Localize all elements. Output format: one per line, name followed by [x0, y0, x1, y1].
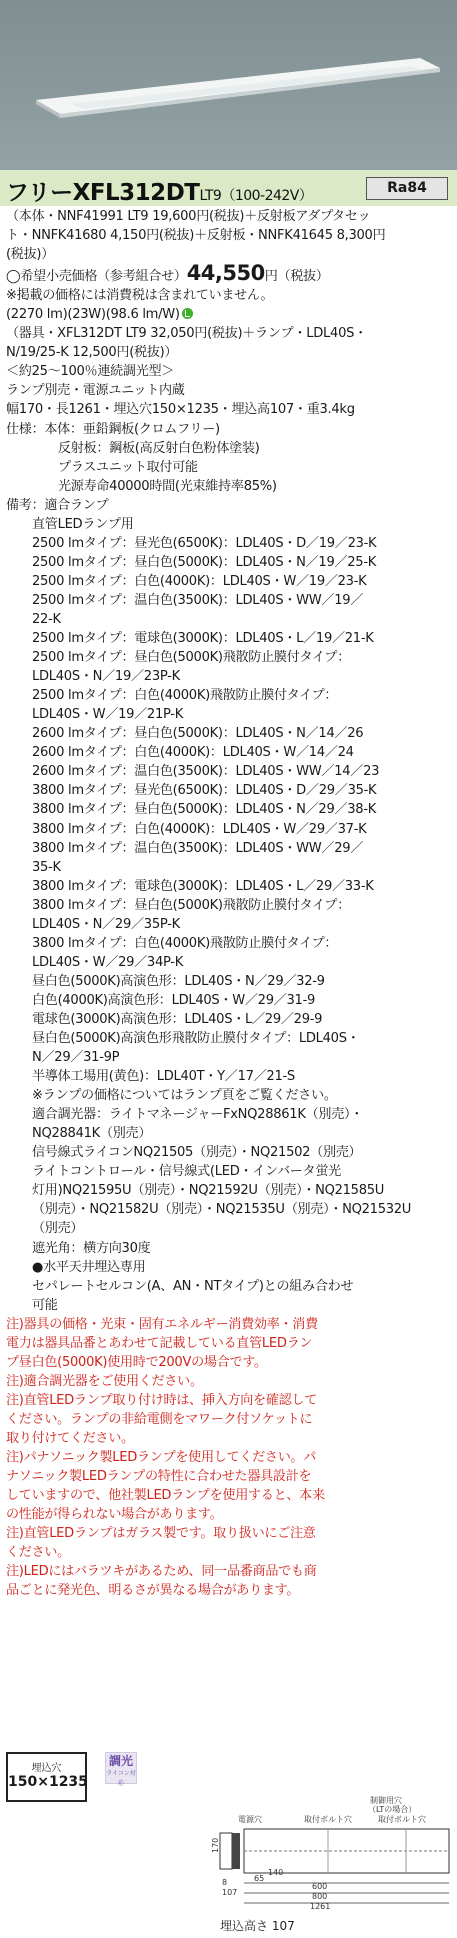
remark-text: 3800 lmタイプ：昼光色(6500K)：LDL40S・D／29／35-K	[32, 783, 377, 799]
remarks-block	[6, 496, 452, 1315]
remark-line	[6, 762, 452, 781]
remark-text: LDL40S・N／19／23P-K	[32, 669, 180, 685]
note-line: プ昼白色(5000K)使用時で200Vの場合です。	[6, 1354, 267, 1370]
note-line: ください。ランプの非給電側をマワーク付ソケットに	[6, 1411, 313, 1427]
note-line: の性能が得られない場合があります。	[6, 1507, 223, 1523]
dim-600: 600	[312, 1882, 328, 1891]
remark-text: （別売）・NQ21582U（別売）・NQ21535U（別売）・NQ21532U	[32, 1202, 412, 1218]
remark-text: 2500 lmタイプ：昼白色(5000K)：LDL40S・N／19／25-K	[32, 554, 377, 570]
dimension-drawing	[211, 1795, 455, 1917]
dim-107: 107	[222, 1888, 238, 1897]
note-line: 注)直管LEDランプ取り付け時は、挿入方向を確認して	[6, 1392, 318, 1408]
spec-item-text: 本体：亜鉛鋼板(クロムフリー)	[44, 421, 220, 437]
model-number: フリーXFL312DT	[6, 180, 200, 206]
remark-text: （別売）	[32, 1221, 84, 1237]
remark-text: LDL40S・W／19／21P-K	[32, 707, 184, 723]
note-line: 注)パナソニック製LEDランプを使用してください。パ	[6, 1450, 317, 1466]
remark-text: 3800 lmタイプ：昼白色(5000K)飛散防止膜付タイプ：	[32, 897, 350, 913]
eco-leaf-icon	[182, 308, 193, 319]
intro-block	[6, 207, 452, 264]
remark-text: 灯用)NQ21595U（別売）・NQ21592U（別売）・NQ21585U	[32, 1183, 385, 1199]
remark-line	[6, 610, 452, 629]
remark-text: 信号線式ライコンNQ21505（別売）・NQ21502（別売）	[32, 1145, 362, 1161]
remark-line	[6, 800, 452, 819]
dim-1261: 1261	[310, 1902, 331, 1911]
remark-line	[6, 1200, 452, 1219]
fixture-line: （器具・XFL312DT LT9 32,050円(税抜)＋ランプ・LDL40S・	[6, 326, 367, 342]
remark-text: N／29／31-9P	[32, 1050, 120, 1066]
fixture-block	[6, 324, 452, 419]
remark-line	[6, 953, 452, 972]
cutout-box	[6, 1752, 87, 1802]
remark-text: 2600 lmタイプ：白色(4000K)：LDL40S・W／14／24	[32, 745, 354, 761]
ra-badge: Ra84	[366, 177, 448, 200]
note-line: 取り付けてください。	[6, 1431, 134, 1446]
remark-line	[6, 839, 452, 858]
remark-line	[6, 1010, 452, 1029]
remark-line	[6, 1277, 452, 1296]
note-line: 注)器具の価格・光束・固有エネルギー消費効率・消費	[6, 1316, 318, 1332]
notes-block	[6, 1315, 452, 1601]
note-line: していますので、他社製LEDランプを使用すると、本来	[6, 1488, 325, 1504]
remark-line	[6, 724, 452, 743]
remark-text: 3800 lmタイプ：白色(4000K)飛散防止膜付タイプ：	[32, 935, 338, 951]
remark-text: 半導体工場用(黄色)：LDL40T・Y／17／21-S	[32, 1069, 295, 1085]
remark-text: 適合ランプ	[44, 497, 109, 513]
remark-line	[6, 1296, 452, 1315]
note-line: 注)適合調光器をご使用ください。	[6, 1373, 203, 1389]
remark-text: 遮光角：横方向30度	[32, 1240, 151, 1256]
remark-text: 白色(4000K)高演色形：LDL40S・W／29／31-9	[32, 992, 316, 1008]
note-line: ください。	[6, 1545, 70, 1561]
remark-line	[6, 667, 452, 686]
remark-text: セパレートセルコン(A、AN・NTタイプ)との組み合わせ	[32, 1278, 354, 1294]
remark-text: 適合調光器：ライトマネージャーFxNQ28861K（別売）・	[32, 1107, 364, 1123]
spec-item-text: プラスユニット取付可能	[58, 459, 198, 475]
spec-item-text: 光源寿命40000時間(光束維持率85%)	[58, 478, 277, 494]
dimming-sub: ライコン対応	[106, 1770, 136, 1787]
intro-line: （本体・NNF41991 LT9 19,600円(税抜)＋反射板アダプタセッ	[6, 209, 371, 224]
remark-line	[6, 553, 452, 572]
remark-line	[6, 1048, 452, 1067]
remark-text: 昼白色(5000K)高演色形：LDL40S・N／29／32-9	[32, 973, 325, 989]
note-line: 注)LEDにはバラツキがあるため、同一品番商品でも商	[6, 1564, 317, 1580]
remark-line	[6, 496, 452, 515]
remark-text: 昼白色(5000K)高演色形飛散防止膜付タイプ：LDL40S・	[32, 1031, 360, 1047]
dimming-badge	[105, 1752, 137, 1787]
price-note: ※掲載の価格には消費税は含まれていません。	[6, 288, 274, 304]
remark-line	[6, 1086, 452, 1105]
remark-text: 2600 lmタイプ：昼白色(5000K)：LDL40S・N／14／26	[32, 726, 364, 742]
remark-text: LDL40S・N／29／35P-K	[32, 916, 180, 932]
note-line: 電力は器具品番とあわせて記載している直管LEDラン	[6, 1335, 313, 1351]
front-view-end	[232, 1833, 240, 1869]
cutout-value: 150×1235	[8, 1774, 88, 1790]
remark-line	[6, 515, 452, 534]
remark-line	[6, 1105, 452, 1124]
spec-label: 仕様：	[6, 421, 45, 437]
remark-line	[6, 572, 452, 591]
spec-item	[6, 420, 452, 439]
remark-line	[6, 1143, 452, 1162]
fixture-image	[0, 0, 457, 170]
fixture-line: ランプ別売・電源ユニット内蔵	[6, 383, 185, 399]
model-suffix: LT9（100-242V）	[199, 188, 313, 204]
fixture-line: 幅170・長1261・埋込穴150×1235・埋込高107・重3.4kg	[6, 402, 355, 418]
note-line: 注)直管LEDランプはガラス製です。取り扱いにご注意	[6, 1526, 316, 1542]
remark-text: 35-K	[32, 859, 61, 875]
product-photo	[0, 0, 457, 170]
remark-text: 3800 lmタイプ：昼白色(5000K)：LDL40S・N／29／38-K	[32, 802, 377, 818]
remark-line	[6, 534, 452, 553]
fixture-line: ＜約25～100％連続調光型＞	[6, 364, 175, 380]
remark-line	[6, 1219, 452, 1238]
remark-line	[6, 591, 452, 610]
dim-800: 800	[312, 1892, 328, 1901]
product-description	[6, 207, 452, 1600]
remark-text: 2500 lmタイプ：電球色(3000K)：LDL40S・L／19／21-K	[32, 631, 374, 647]
remark-text: 2600 lmタイプ：温白色(3500K)：LDL40S・WW／14／23	[32, 764, 380, 780]
remark-line	[6, 629, 452, 648]
remark-text: 3800 lmタイプ：白色(4000K)：LDL40S・W／29／37-K	[32, 821, 367, 837]
remark-line	[6, 1239, 452, 1258]
label-bolt-hole-2: 取付ボルト穴	[378, 1815, 426, 1824]
remark-line	[6, 1181, 452, 1200]
lumen-watt-line: (2270 lm)(23W)(98.6 lm/W)	[6, 307, 180, 323]
remark-text: 2500 lmタイプ：白色(4000K)：LDL40S・W／19／23-K	[32, 573, 367, 589]
remark-text: ライトコントロール・信号線式(LED・インバータ蛍光	[32, 1164, 341, 1180]
remark-line	[6, 686, 452, 705]
remark-text: LDL40S・W／29／34P-K	[32, 954, 184, 970]
intro-line: ト・NNFK41680 4,150円(税抜)＋反射板・NNFK41645 8,300円	[6, 228, 386, 244]
remark-line	[6, 1067, 452, 1086]
remark-line	[6, 991, 452, 1010]
remark-line	[6, 1124, 452, 1143]
remark-line	[6, 1029, 452, 1048]
dim-65: 65	[254, 1874, 265, 1883]
label-control-hole-sub: （LTの場合）	[368, 1805, 417, 1814]
remark-text: 2500 lmタイプ：昼白色(5000K)飛散防止膜付タイプ：	[32, 650, 350, 666]
remark-line	[6, 877, 452, 896]
remark-line	[6, 781, 452, 800]
cutout-label: 埋込穴	[31, 1763, 62, 1774]
remark-text: 3800 lmタイプ：電球色(3000K)：LDL40S・L／29／33-K	[32, 878, 374, 894]
remark-line	[6, 1258, 452, 1277]
remark-line	[6, 1162, 452, 1181]
remark-line	[6, 743, 452, 762]
remark-line	[6, 858, 452, 877]
remarks-label: 備考：	[6, 497, 45, 513]
remark-text: 22-K	[32, 611, 61, 627]
remark-line	[6, 896, 452, 915]
remark-text: 3800 lmタイプ：温白色(3500K)：LDL40S・WW／29／	[32, 840, 364, 856]
remark-text: ※ランプの価格についてはランプ頁をご覧ください。	[32, 1088, 337, 1104]
note-line: 品ごとに発光色、明るさが異なる場合があります。	[6, 1583, 300, 1599]
remark-text: 可能	[32, 1297, 58, 1313]
label-power-hole: 電源穴	[238, 1815, 262, 1824]
dim-140: 140	[268, 1868, 284, 1877]
embed-height-caption: 埋込高さ 107	[220, 1919, 295, 1933]
fixture-line: N/19/25-K 12,500円(税抜)）	[6, 345, 178, 361]
price-line	[6, 261, 452, 286]
remark-text: 直管LEDランプ用	[32, 516, 134, 532]
product-model-title	[6, 174, 312, 207]
remark-line	[6, 648, 452, 667]
remark-line	[6, 820, 452, 839]
front-view	[220, 1833, 232, 1869]
dimming-title: 調光	[108, 1754, 133, 1768]
remark-text: NQ28841K（別売）	[32, 1126, 152, 1142]
note-line: ナソニック製LEDランプの特性に合わせた器具設計を	[6, 1469, 312, 1485]
spec-item	[6, 439, 452, 458]
spec-item-text: 反射板：鋼板(高反射白色粉体塗装)	[58, 440, 260, 456]
remark-line	[6, 972, 452, 991]
dim-8: 8	[222, 1878, 228, 1887]
remark-text: 電球色(3000K)高演色形：LDL40S・L／29／29-9	[32, 1011, 323, 1027]
remark-text: 2500 lmタイプ：温白色(3500K)：LDL40S・WW／19／	[32, 592, 364, 608]
price-prefix: ◯希望小売価格（参考組合せ）	[6, 269, 187, 285]
spec-block	[6, 420, 452, 496]
label-bolt-hole-1: 取付ボルト穴	[304, 1815, 352, 1824]
dim-170: 170	[211, 1837, 220, 1853]
remark-line	[6, 915, 452, 934]
remark-text: 2500 lmタイプ：昼光色(6500K)：LDL40S・D／19／23-K	[32, 535, 377, 551]
spec-item	[6, 477, 452, 496]
remark-text: ●水平天井埋込専用	[32, 1259, 146, 1275]
remark-line	[6, 705, 452, 724]
intro-line: (税抜)）	[6, 247, 54, 263]
spec-summary	[6, 305, 452, 324]
label-control-hole: 制御用穴	[370, 1796, 402, 1805]
spec-item	[6, 458, 452, 477]
remark-text: 2500 lmタイプ：白色(4000K)飛散防止膜付タイプ：	[32, 688, 338, 704]
price-suffix: 円（税抜）	[264, 269, 329, 285]
remark-line	[6, 934, 452, 953]
price-amount: 44,550	[186, 261, 265, 286]
